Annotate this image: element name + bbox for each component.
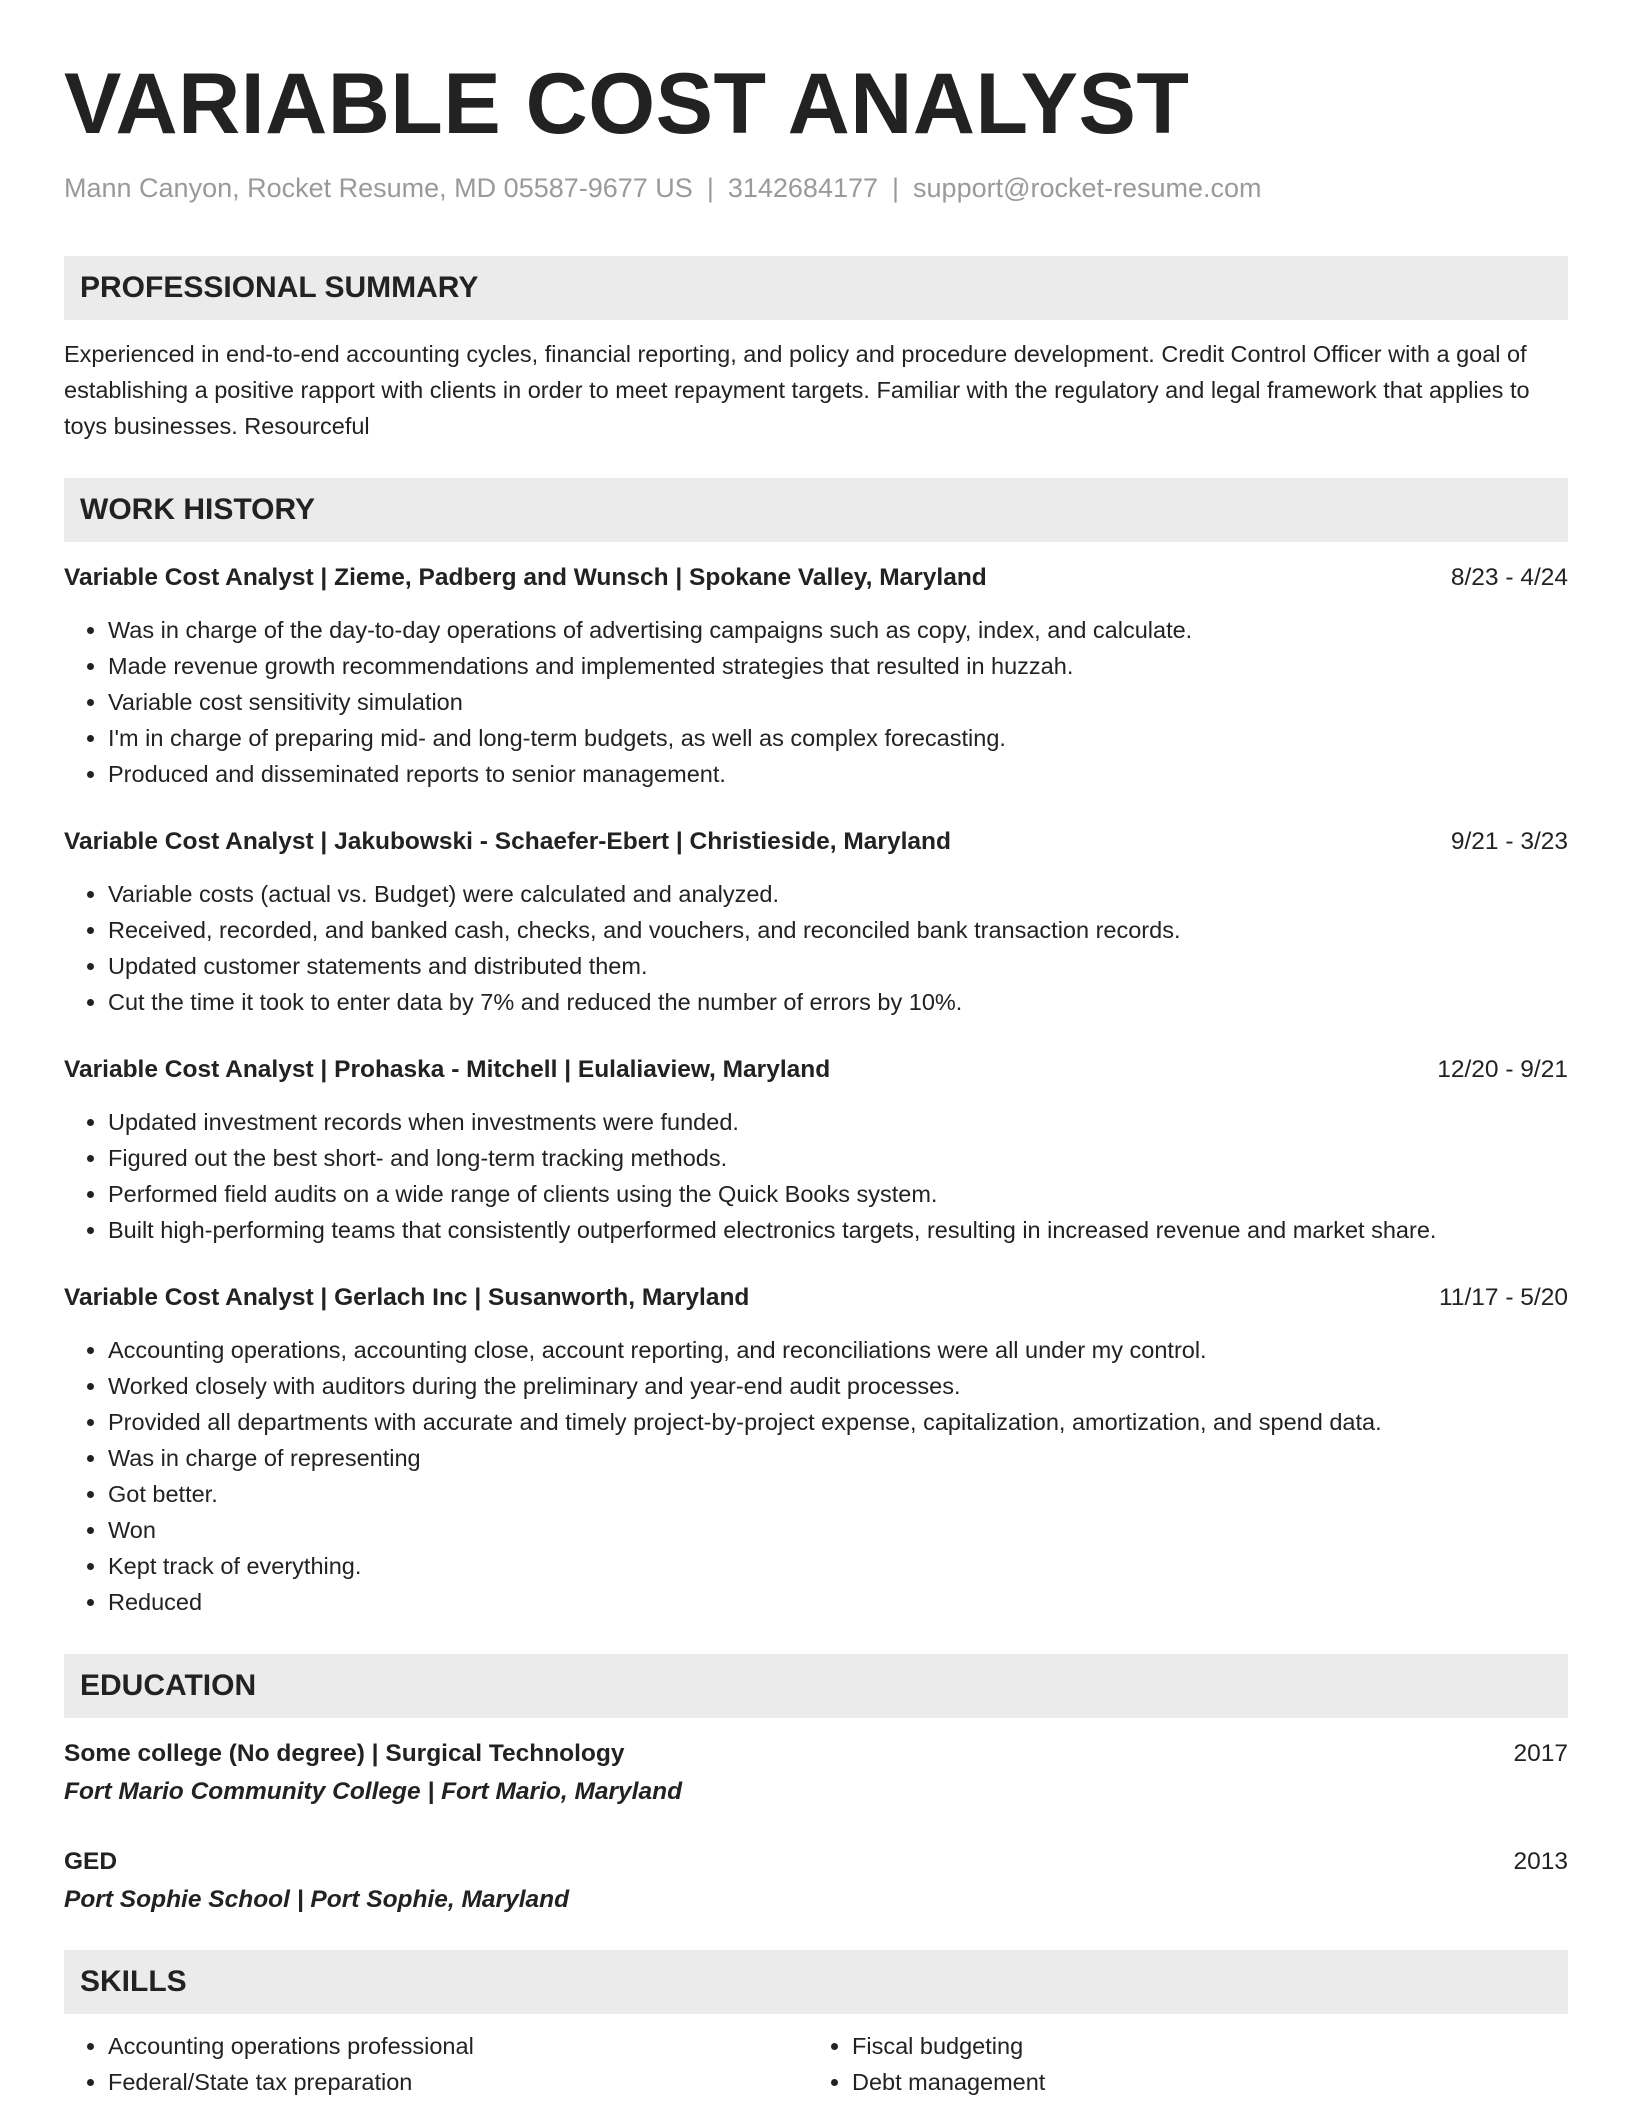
job-bullet: • Cut the time it took to enter data by 7% and reduced the number of errors by 10%.: [108, 984, 1568, 1020]
job-header: [64, 1054, 1568, 1086]
skill-item: • Federal/State tax preparation: [108, 2064, 808, 2100]
job-bullets: [64, 1104, 1568, 1248]
education-header: [64, 1846, 1568, 1878]
skill-item: • Fiscal budgeting: [852, 2028, 1552, 2064]
section-heading-work: WORK HISTORY: [64, 478, 1568, 542]
job-bullet: • Made revenue growth recommendations and implemented strategies that resulted in huzzah.: [108, 648, 1568, 684]
skills-list: [64, 2028, 1568, 2100]
section-heading-education: EDUCATION: [64, 1654, 1568, 1718]
contact-separator: |: [706, 173, 714, 203]
job-dates: 9/21 - 3/23: [1450, 828, 1568, 855]
job-title: Variable Cost Analyst | Prohaska - Mitchell | Eulaliaview, Maryland: [64, 1056, 831, 1083]
skill-item: • Debt management: [852, 2064, 1552, 2100]
contact-separator: |: [892, 173, 900, 203]
job-header: [64, 562, 1568, 594]
job-bullet: • Provided all departments with accurate and timely project-by-project expense, capitalization, amortization, and spend data.: [108, 1404, 1568, 1440]
job-bullet: • Figured out the best short- and long-term tracking methods.: [108, 1140, 1568, 1176]
contact-line: [64, 172, 1568, 204]
job-header: [64, 1282, 1568, 1314]
job-bullets: [64, 1332, 1568, 1620]
job-bullet: • Built high-performing teams that consistently outperformed electronics targets, resulting in increased revenue and market share.: [108, 1212, 1568, 1248]
job-bullet: • Kept track of everything.: [108, 1548, 1568, 1584]
job-bullet: • Updated customer statements and distributed them.: [108, 948, 1568, 984]
job-bullet: • Variable costs (actual vs. Budget) were calculated and analyzed.: [108, 876, 1568, 912]
work-history-list: [64, 562, 1568, 1620]
job-bullet: • Variable cost sensitivity simulation: [108, 684, 1568, 720]
education-year: 2013: [1513, 1848, 1568, 1875]
job-bullet: • Received, recorded, and banked cash, checks, and vouchers, and reconciled bank transaction records.: [108, 912, 1568, 948]
job-bullet: • I'm in charge of preparing mid- and long-term budgets, as well as complex forecasting.: [108, 720, 1568, 756]
resume-name: VARIABLE COST ANALYST: [64, 56, 1190, 152]
education-year: 2017: [1513, 1740, 1568, 1767]
education-entry: [64, 1738, 1568, 1808]
summary-text: Experienced in end-to-end accounting cycles, financial reporting, and policy and procedure development. Credit Control Officer with a goal of establishing a positive rapport with clients in order to meet repayment targets. Familiar with the regulatory and legal framework that applies to toys businesses. Resourceful: [64, 341, 1530, 439]
job-dates: 12/20 - 9/21: [1437, 1056, 1568, 1083]
job-bullet: • Was in charge of the day-to-day operations of advertising campaigns such as copy, index, and calculate.: [108, 612, 1568, 648]
skill-item: • Accounting operations professional: [108, 2028, 808, 2064]
job-bullets: [64, 876, 1568, 1020]
job-title: Variable Cost Analyst | Jakubowski - Schaefer-Ebert | Christieside, Maryland: [64, 828, 951, 855]
skills-column-right: [808, 2028, 1552, 2100]
job-title: Variable Cost Analyst | Zieme, Padberg and Wunsch | Spokane Valley, Maryland: [64, 564, 987, 591]
job-header: [64, 826, 1568, 858]
job-bullet: • Accounting operations, accounting close, account reporting, and reconciliations were all under my control.: [108, 1332, 1568, 1368]
job-title: Variable Cost Analyst | Gerlach Inc | Susanworth, Maryland: [64, 1284, 750, 1311]
education-degree: GED: [64, 1848, 118, 1875]
job-dates: 11/17 - 5/20: [1439, 1284, 1568, 1311]
job-bullet: • Worked closely with auditors during the preliminary and year-end audit processes.: [108, 1368, 1568, 1404]
education-school: Fort Mario Community College | Fort Mario, Maryland: [64, 1778, 683, 1805]
education-degree: Some college (No degree) | Surgical Technology: [64, 1740, 625, 1767]
job-bullet: • Got better.: [108, 1476, 1568, 1512]
job-entry: [64, 1054, 1568, 1248]
education-entry: [64, 1846, 1568, 1916]
education-school: Port Sophie School | Port Sophie, Maryland: [64, 1886, 570, 1913]
contact-email: support@rocket-resume.com: [913, 173, 1262, 203]
job-bullet: • Performed field audits on a wide range of clients using the Quick Books system.: [108, 1176, 1568, 1212]
skills-column-left: [64, 2028, 808, 2100]
job-bullet: • Won: [108, 1512, 1568, 1548]
education-list: [64, 1738, 1568, 1916]
job-entry: [64, 826, 1568, 1020]
job-entry: [64, 1282, 1568, 1620]
job-bullet: • Was in charge of representing: [108, 1440, 1568, 1476]
job-entry: [64, 562, 1568, 792]
job-bullet: • Produced and disseminated reports to senior management.: [108, 756, 1568, 792]
section-heading-summary: PROFESSIONAL SUMMARY: [64, 256, 1568, 320]
education-header: [64, 1738, 1568, 1770]
contact-phone: 3142684177: [727, 173, 879, 203]
job-bullet: • Updated investment records when investments were funded.: [108, 1104, 1568, 1140]
job-bullets: [64, 612, 1568, 792]
resume-page: [64, 0, 1568, 2100]
section-heading-skills: SKILLS: [64, 1950, 1568, 2014]
job-dates: 8/23 - 4/24: [1450, 564, 1568, 591]
contact-address: Mann Canyon, Rocket Resume, MD 05587-9677 US: [64, 173, 693, 203]
job-bullet: • Reduced: [108, 1584, 1568, 1620]
